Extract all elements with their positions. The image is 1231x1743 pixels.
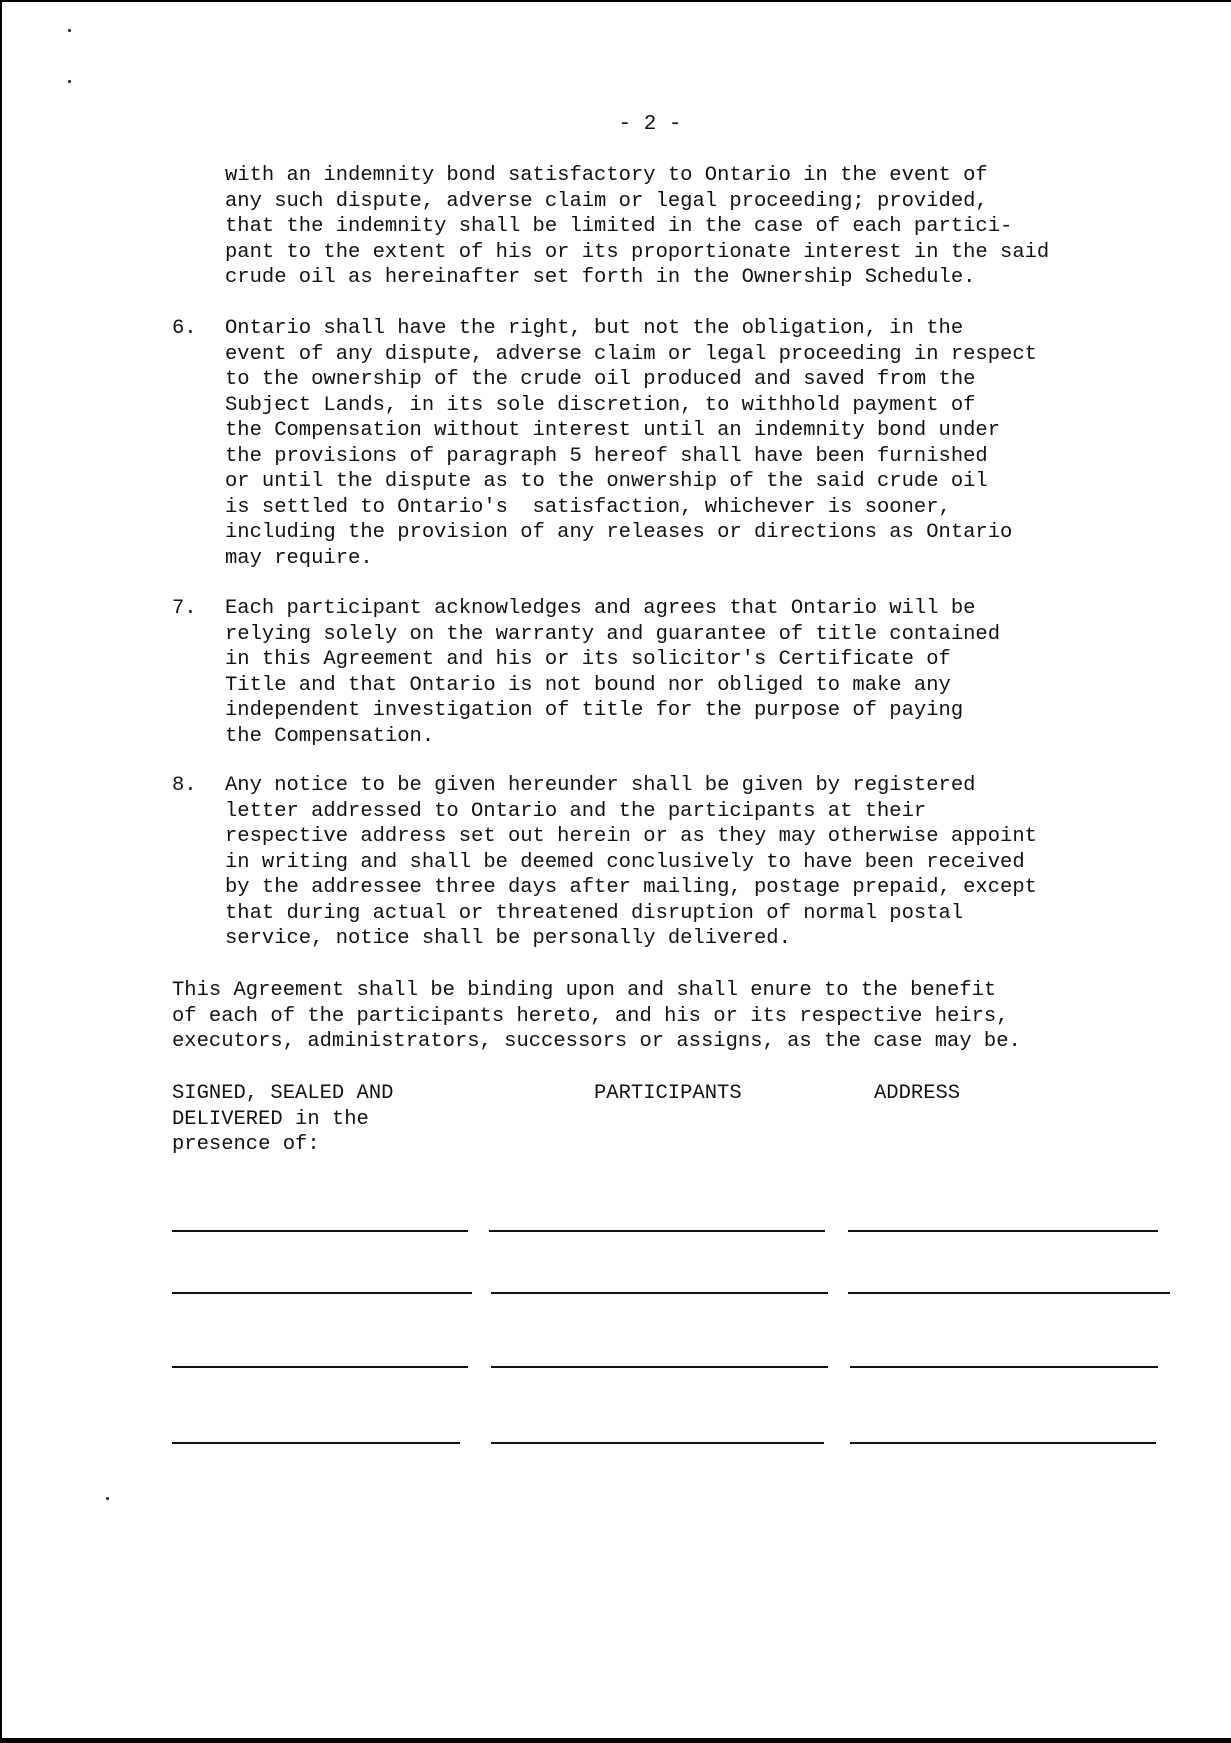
text-line: of each of the participants hereto, and his or its respective heirs,: [172, 1004, 1009, 1028]
participant-signature-line[interactable]: [491, 1292, 828, 1294]
text-line: executors, administrators, successors or assigns, as the case may be.: [172, 1030, 1021, 1053]
scan-speck: [106, 1497, 109, 1500]
text-line: is settled to Ontario's satisfaction, whichever is sooner,: [225, 495, 951, 519]
text-line: Title and that Ontario is not bound nor obliged to make any: [225, 673, 951, 697]
paragraph-number: 7.: [172, 597, 197, 620]
text-line: including the provision of any releases or directions as Ontario: [225, 521, 1013, 544]
witness-signature-line[interactable]: [172, 1366, 468, 1368]
text-line: any such dispute, adverse claim or legal proceeding; provided,: [225, 189, 988, 213]
address-signature-line[interactable]: [848, 1230, 1158, 1232]
text-line: relying solely on the warranty and guarantee of title contained: [225, 622, 1001, 646]
page-number: - 2 -: [618, 113, 682, 136]
text-line: the Compensation.: [225, 724, 435, 748]
text-line: may require.: [225, 546, 373, 570]
witness-signature-line[interactable]: [172, 1230, 468, 1232]
text-line: Ontario shall have the right, but not the obligation, in the: [225, 317, 964, 340]
page-edge-top: [0, 0, 1231, 2]
address-heading: ADDRESS: [874, 1082, 961, 1105]
paragraph-number: 8.: [172, 774, 197, 797]
text-line: service, notice shall be personally delivered.: [225, 927, 791, 950]
text-line: in this Agreement and his or its solicitor's Certificate of: [225, 648, 951, 671]
text-line: pant to the extent of his or its proportionate interest in the said: [225, 240, 1050, 264]
text-line: that during actual or threatened disruption of normal postal: [225, 901, 964, 925]
text-line: respective address set out herein or as they may otherwise appoint: [225, 825, 1037, 848]
witness-signature-line[interactable]: [172, 1292, 472, 1294]
paragraph-number: 6.: [172, 317, 197, 340]
participant-signature-line[interactable]: [491, 1366, 828, 1368]
address-signature-line[interactable]: [850, 1366, 1158, 1368]
witness-heading-line: presence of:: [172, 1133, 320, 1156]
page-edge-bottom: [0, 1738, 1231, 1743]
text-line: event of any dispute, adverse claim or legal proceeding in respect: [225, 342, 1037, 366]
text-line: by the addressee three days after mailing, postage prepaid, except: [225, 876, 1037, 899]
text-line: Subject Lands, in its sole discretion, to withhold payment of: [225, 393, 976, 417]
page-edge-left: [0, 0, 2, 1743]
text-line: that the indemnity shall be limited in the case of each partici-: [225, 215, 1013, 238]
text-line: in writing and shall be deemed conclusively to have been received: [225, 850, 1025, 874]
text-line: independent investigation of title for the purpose of paying: [225, 699, 964, 722]
text-line: letter addressed to Ontario and the participants at their: [225, 799, 927, 823]
address-signature-line[interactable]: [848, 1292, 1170, 1294]
text-line: the Compensation without interest until an indemnity bond under: [225, 419, 1001, 442]
address-signature-line[interactable]: [850, 1442, 1156, 1444]
witness-heading-line: DELIVERED in the: [172, 1107, 369, 1131]
witness-heading-line: SIGNED, SEALED AND: [172, 1082, 394, 1105]
participant-signature-line[interactable]: [491, 1442, 824, 1444]
text-line: or until the dispute as to the onwership of the said crude oil: [225, 470, 988, 493]
text-line: Each participant acknowledges and agrees that Ontario will be: [225, 597, 976, 620]
participant-signature-line[interactable]: [489, 1230, 825, 1232]
text-line: crude oil as hereinafter set forth in the Ownership Schedule.: [225, 266, 976, 289]
text-line: with an indemnity bond satisfactory to Ontario in the event of: [225, 164, 988, 187]
text-line: to the ownership of the crude oil produced and saved from the: [225, 368, 976, 391]
participants-heading: PARTICIPANTS: [594, 1082, 742, 1105]
witness-signature-line[interactable]: [172, 1442, 460, 1444]
scan-speck: [68, 80, 71, 83]
text-line: the provisions of paragraph 5 hereof shall have been furnished: [225, 444, 988, 468]
text-line: Any notice to be given hereunder shall be given by registered: [225, 774, 976, 797]
text-line: This Agreement shall be binding upon and shall enure to the benefit: [172, 979, 997, 1002]
scan-speck: [68, 29, 71, 32]
